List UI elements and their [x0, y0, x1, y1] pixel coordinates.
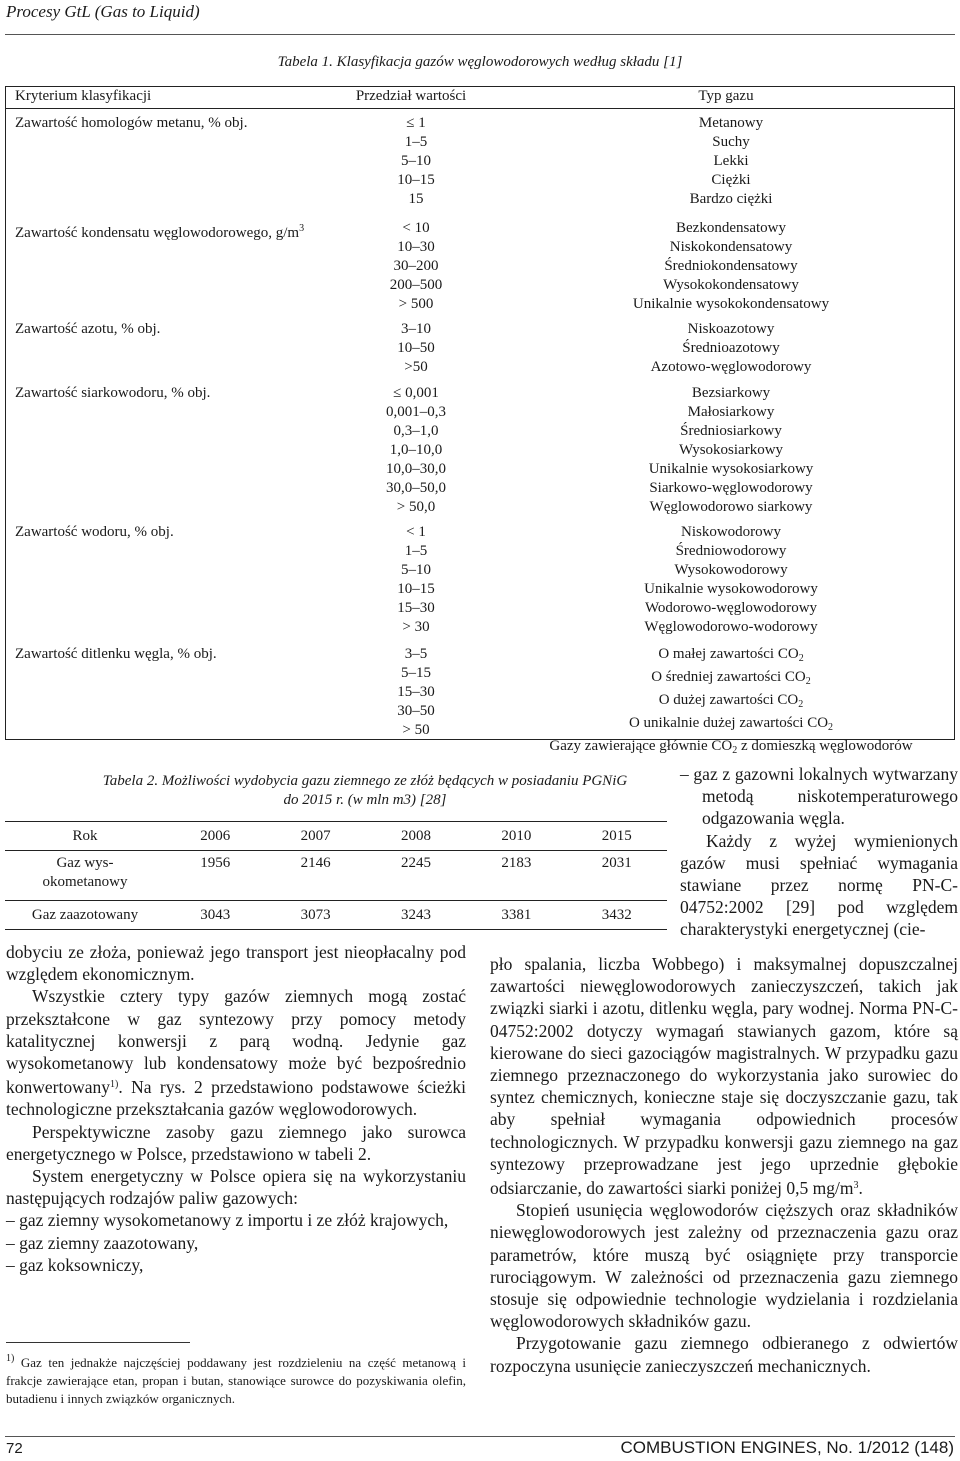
table1-criterion: [15, 384, 210, 403]
table1-header-rule: [5, 108, 955, 109]
table1-gas-type: Niskokondensatowy: [669, 239, 793, 255]
table2-cell: 2245: [366, 851, 466, 901]
list-item: – gaz koksowniczy,: [6, 1254, 144, 1275]
table2-row-label: [5, 851, 165, 901]
subscript: 2: [805, 676, 811, 687]
paragraph: [490, 953, 958, 1199]
footer-rule: [5, 1436, 955, 1437]
table1-types: [501, 645, 960, 760]
table1-types: [501, 523, 960, 637]
table1-gas-type: Średniokondensatowy: [664, 258, 798, 274]
paragraph: Każdy z wyżej wymienionych gazów musi spełniać wymagania stawiane przez normę PN-C-04752:2002 [29] pod względem charakterystyki energetycznej (cie-: [680, 830, 958, 940]
table1-range-value: 15–30: [397, 684, 435, 700]
table1-range-value: 3–5: [404, 646, 428, 662]
table1-header-range: Przedział wartości: [355, 88, 467, 104]
table1-criterion: [15, 320, 160, 339]
table2-header-cell: 2015: [567, 822, 667, 851]
footnote-text: Gaz ten jednakże najczęściej poddawany jest rozdzieleniu na część metanową i frakcje zawierające etan, propan i butan, stanowiące surowce do pozyskiwania olefin, butadienu i innych związków organicznych.: [6, 1355, 466, 1406]
table2-header-cell: 2008: [366, 822, 466, 851]
table1-criterion-text: Zawartość wodoru, % obj.: [15, 524, 174, 540]
subscript: 2: [798, 699, 804, 710]
table1-gas-type: Unikalnie wysokokondensatowy: [632, 296, 830, 312]
table2-cell: 2031: [567, 851, 667, 901]
table1-criterion-text: Zawartość ditlenku węgla, % obj.: [15, 646, 217, 662]
list-item: – gaz z gazowni lokalnych wytwarzany metodą niskotemperaturowego odgazowania węgla.: [680, 764, 958, 829]
paragraph: System energetyczny w Polsce opiera się na wykorzystaniu następujących rodzajów paliw gazowych:: [6, 1166, 466, 1209]
table1-gas-type: Bardzo ciężki: [689, 191, 773, 207]
table1-range-value: 5–10: [401, 153, 431, 169]
table1-gas-type: [501, 645, 960, 668]
table1-header-type: Typ gazu: [698, 88, 754, 104]
table1-range-value: 10–50: [397, 340, 435, 356]
table2: [5, 821, 667, 930]
table1-criterion-text: Zawartość homologów metanu, % obj.: [15, 115, 248, 131]
table1-ranges: [321, 384, 511, 517]
table1-gas-type: Bezsiarkowy: [691, 385, 771, 401]
table1-range-value: 1–5: [404, 543, 428, 559]
table1-range-value: 5–15: [401, 665, 431, 681]
table1-range-value: 30–50: [397, 703, 435, 719]
table1-gas-type: Unikalnie wysokosiarkowy: [648, 461, 814, 477]
table1-range-value: 10–30: [397, 239, 435, 255]
table1-range-value: >50: [404, 359, 428, 375]
table1-gas-type: Niskoazotowy: [687, 321, 775, 337]
table1-gas-type-text: O małej zawartości CO: [658, 646, 799, 662]
table2-cell: 3073: [265, 901, 365, 930]
table1-range-value: 1–5: [404, 134, 428, 150]
table1-range-value: 5–10: [401, 562, 431, 578]
subscript: 2: [828, 722, 834, 733]
table1-range-value: < 10: [402, 220, 430, 236]
table2-cell: 3043: [165, 901, 265, 930]
table2-cell: 1956: [165, 851, 265, 901]
table1-criterion: [15, 219, 304, 243]
table1-gas-type: Małosiarkowy: [687, 404, 775, 420]
paragraph: dobyciu ze złoża, ponieważ jego transport jest nieopłacalny pod względem ekonomicznym.: [6, 942, 466, 985]
table2-caption: [70, 772, 660, 810]
table1-gas-type: Niskowodorowy: [681, 524, 781, 540]
table1-range-value: > 500: [398, 296, 434, 312]
footnote: [6, 1350, 466, 1408]
table1-ranges: [321, 523, 511, 637]
table1-ranges: [321, 219, 511, 314]
table1-header-criterion: Kryterium klasyfikacji: [15, 88, 152, 104]
table1-criterion-text: Zawartość kondensatu węglowodorowego, g/m: [15, 225, 300, 241]
table2-header-cell: Rok: [5, 822, 165, 851]
page-number: 72: [6, 1440, 23, 1457]
table1-gas-type: Azotowo-węglowodorowy: [650, 359, 812, 375]
table1-gas-type: Metanowy: [698, 115, 764, 131]
table1-gas-type: Wysokokondensatowy: [663, 277, 799, 293]
list-item: – gaz ziemny zaazotowany,: [6, 1232, 199, 1253]
table1-range-value: 0,3–1,0: [393, 423, 439, 439]
running-header-title: Procesy GtL (Gas to Liquid): [6, 2, 200, 21]
paragraph: Perspektywiczne zasoby gazu ziemnego jako surowca energetycznego w Polsce, przedstawiono w tabeli 2.: [6, 1121, 466, 1164]
footnote-rule: [6, 1342, 190, 1343]
table1-gas-type-text: O średniej zawartości CO: [651, 669, 806, 685]
table1-gas-type-text: O dużej zawartości CO: [658, 692, 799, 708]
subscript: 2: [732, 745, 738, 756]
table2-cell: 3243: [366, 901, 466, 930]
paragraph-text: .: [858, 1178, 863, 1199]
table1-gas-type: Średniowodorowy: [675, 543, 787, 559]
table1-range-value: 10–15: [397, 172, 435, 188]
table1-gas-type: [501, 691, 960, 714]
table1-range-value: > 30: [402, 619, 430, 635]
right-column-top: [680, 763, 958, 941]
table1-gas-type: Ciężki: [711, 172, 751, 188]
table2-row-label-line: okometanowy: [42, 874, 128, 890]
table1-gas-type: Lekki: [713, 153, 749, 169]
table1-range-value: 30,0–50,0: [386, 480, 446, 496]
right-column: [490, 953, 958, 1377]
table1-types: [501, 384, 960, 517]
table1-gas-type: [501, 714, 960, 737]
table2-caption-line: do 2015 r. (w mln m3) [28]: [283, 792, 447, 808]
table1-gas-type: Wysokosiarkowy: [678, 442, 784, 458]
table2-header-cell: 2006: [165, 822, 265, 851]
journal-footer: COMBUSTION ENGINES, No. 1/2012 (148): [620, 1438, 954, 1457]
paragraph-text: pło spalania, liczba Wobbego) i maksymalnej dopuszczalnej zawartości niewęglowodorowych zanieczyszczeń, takich jak związki siarki i azotu, ditlenku węgla, pary wodnej. Norma PN-C-04752:2002 dotyczy wymagań stawianych gazom, które są kierowane do sieci gazociągów magistralnych. W przypadku gazu ziemnego przeznaczonego do wykorzystania jako surowiec do syntez chemicznych, konieczne staje się doczyszczanie gazu, tak aby spełniał wymagania odpowiednich procesów technologicznych. W przypadku konwersji gazu ziemnego na gaz syntezowy przeprowadzane jest jego uprzednie głębokie odsiarczanie, do zawartości siarki poniżej 0,5 mg/m: [490, 954, 958, 1199]
table1-range-value: 10–15: [397, 581, 435, 597]
table1-range-value: 200–500: [389, 277, 443, 293]
table2-caption-line: Tabela 2. Możliwości wydobycia gazu ziemnego ze złóż będących w posiadaniu PGNiG: [102, 773, 628, 789]
table1-range-value: > 50: [402, 722, 430, 738]
table2-cell: 3432: [567, 901, 667, 930]
table1-range-value: 15: [408, 191, 424, 207]
table1-gas-type-text: z domieszką węglowodorów: [737, 738, 913, 754]
table1-range-value: 10,0–30,0: [386, 461, 446, 477]
table1-gas-type: Unikalnie wysokowodorowy: [644, 581, 818, 597]
table1-gas-type: Wysokowodorowy: [674, 562, 788, 578]
table1-ranges: [321, 320, 511, 377]
left-column: [6, 941, 466, 1276]
table1-range-value: ≤ 1: [406, 115, 426, 131]
paragraph: Stopień usunięcia węglowodorów cięższych oraz składników niewęglowodorowych jest zależny od przeznaczenia gazu oraz parametrów, które muszą być osiągnięte przy transporcie rurociągowym. W zależności od przeznaczenia gazu ziemnego stosuje się odpowiednie technologie wydzielania i rozdzielania węglowodorowych składników gazu.: [490, 1200, 958, 1332]
table2-cell: 2183: [466, 851, 566, 901]
table1-types: [501, 219, 960, 314]
table1-range-value: > 50,0: [396, 499, 436, 515]
table1-range-value: 1,0–10,0: [389, 442, 443, 458]
table2-row-label-line: Gaz wys-: [56, 855, 114, 871]
table1-range-value: 15–30: [397, 600, 435, 616]
list-item: – gaz ziemny wysokometanowy z importu i ze złóż krajowych,: [6, 1210, 449, 1231]
table1-types: [501, 320, 960, 377]
table1-criterion-text: Zawartość azotu, % obj.: [15, 321, 161, 337]
table1-criterion-text: Zawartość siarkowodoru, % obj.: [15, 385, 211, 401]
table1-range-value: 30–200: [393, 258, 439, 274]
superscript: 3: [853, 1180, 859, 1192]
table1-gas-type: Średniosiarkowy: [680, 423, 782, 439]
table2-header-row: [5, 822, 667, 851]
table2-row: [5, 901, 667, 930]
table1-gas-type: Wodorowo-węglowodorowy: [644, 600, 818, 616]
table1-gas-type: Węglowodorowo-wodorowy: [644, 619, 818, 635]
table1-types: [501, 114, 960, 209]
table1-criterion: [15, 645, 217, 664]
table1-gas-type: Węglowodorowo siarkowy: [649, 499, 813, 515]
table1-range-value: ≤ 0,001: [393, 385, 439, 401]
header-rule: [5, 34, 955, 35]
paragraph-text: Wszystkie cztery typy gazów ziemnych mogą zostać przekształcone w gaz syntezowy przy pomocy metody katalitycznej konwersji z parą wodną. Jedynie gaz wysokometanowy lub kondensatowy może być bezpośrednio konwertowany: [6, 986, 466, 1098]
table1-range-value: < 1: [406, 524, 426, 540]
subscript: 2: [798, 653, 804, 664]
table1-caption: Tabela 1. Klasyfikacja gazów węglowodorowych według składu [1]: [277, 54, 683, 70]
table2-cell: 2146: [265, 851, 365, 901]
table1-gas-type-text: O unikalnie dużej zawartości CO: [628, 715, 829, 731]
table1-gas-type: Średnioazotowy: [682, 340, 780, 356]
table2-row-label: Gaz zaazotowany: [5, 901, 165, 930]
table1-gas-type: [501, 737, 960, 760]
table2-cell: 3381: [466, 901, 566, 930]
table1-criterion: [15, 523, 174, 542]
table1-criterion: [15, 114, 247, 133]
table1-gas-type: Suchy: [712, 134, 750, 150]
table1-range-value: 0,001–0,3: [386, 404, 446, 420]
paragraph: Przygotowanie gazu ziemnego odbieranego z odwiertów rozpoczyna usunięcie zanieczyszczeń mechanicznych.: [490, 1333, 958, 1376]
footnote-marker: 1): [6, 1353, 15, 1364]
table1-ranges: [321, 114, 511, 209]
table2-row: [5, 851, 667, 901]
paragraph: [6, 985, 466, 1120]
table1-gas-type-text: Gazy zawierające głównie CO: [549, 738, 733, 754]
table1-range-value: 3–10: [401, 321, 431, 337]
table1-ranges: [321, 645, 511, 740]
table1-gas-type: Bezkondensatowy: [676, 220, 786, 236]
table2-header-cell: 2010: [466, 822, 566, 851]
paragraph-text: . Na rys. 2 przedstawiono podstawowe ścieżki technologiczne przekształcania gazów węglowodorowych.: [6, 1077, 466, 1120]
superscript: 3: [299, 223, 305, 234]
table1-gas-type: [501, 668, 960, 691]
table2-header-cell: 2007: [265, 822, 365, 851]
footnote-reference: 1): [110, 1079, 119, 1091]
table1-gas-type: Siarkowo-węglowodorowy: [649, 480, 813, 496]
